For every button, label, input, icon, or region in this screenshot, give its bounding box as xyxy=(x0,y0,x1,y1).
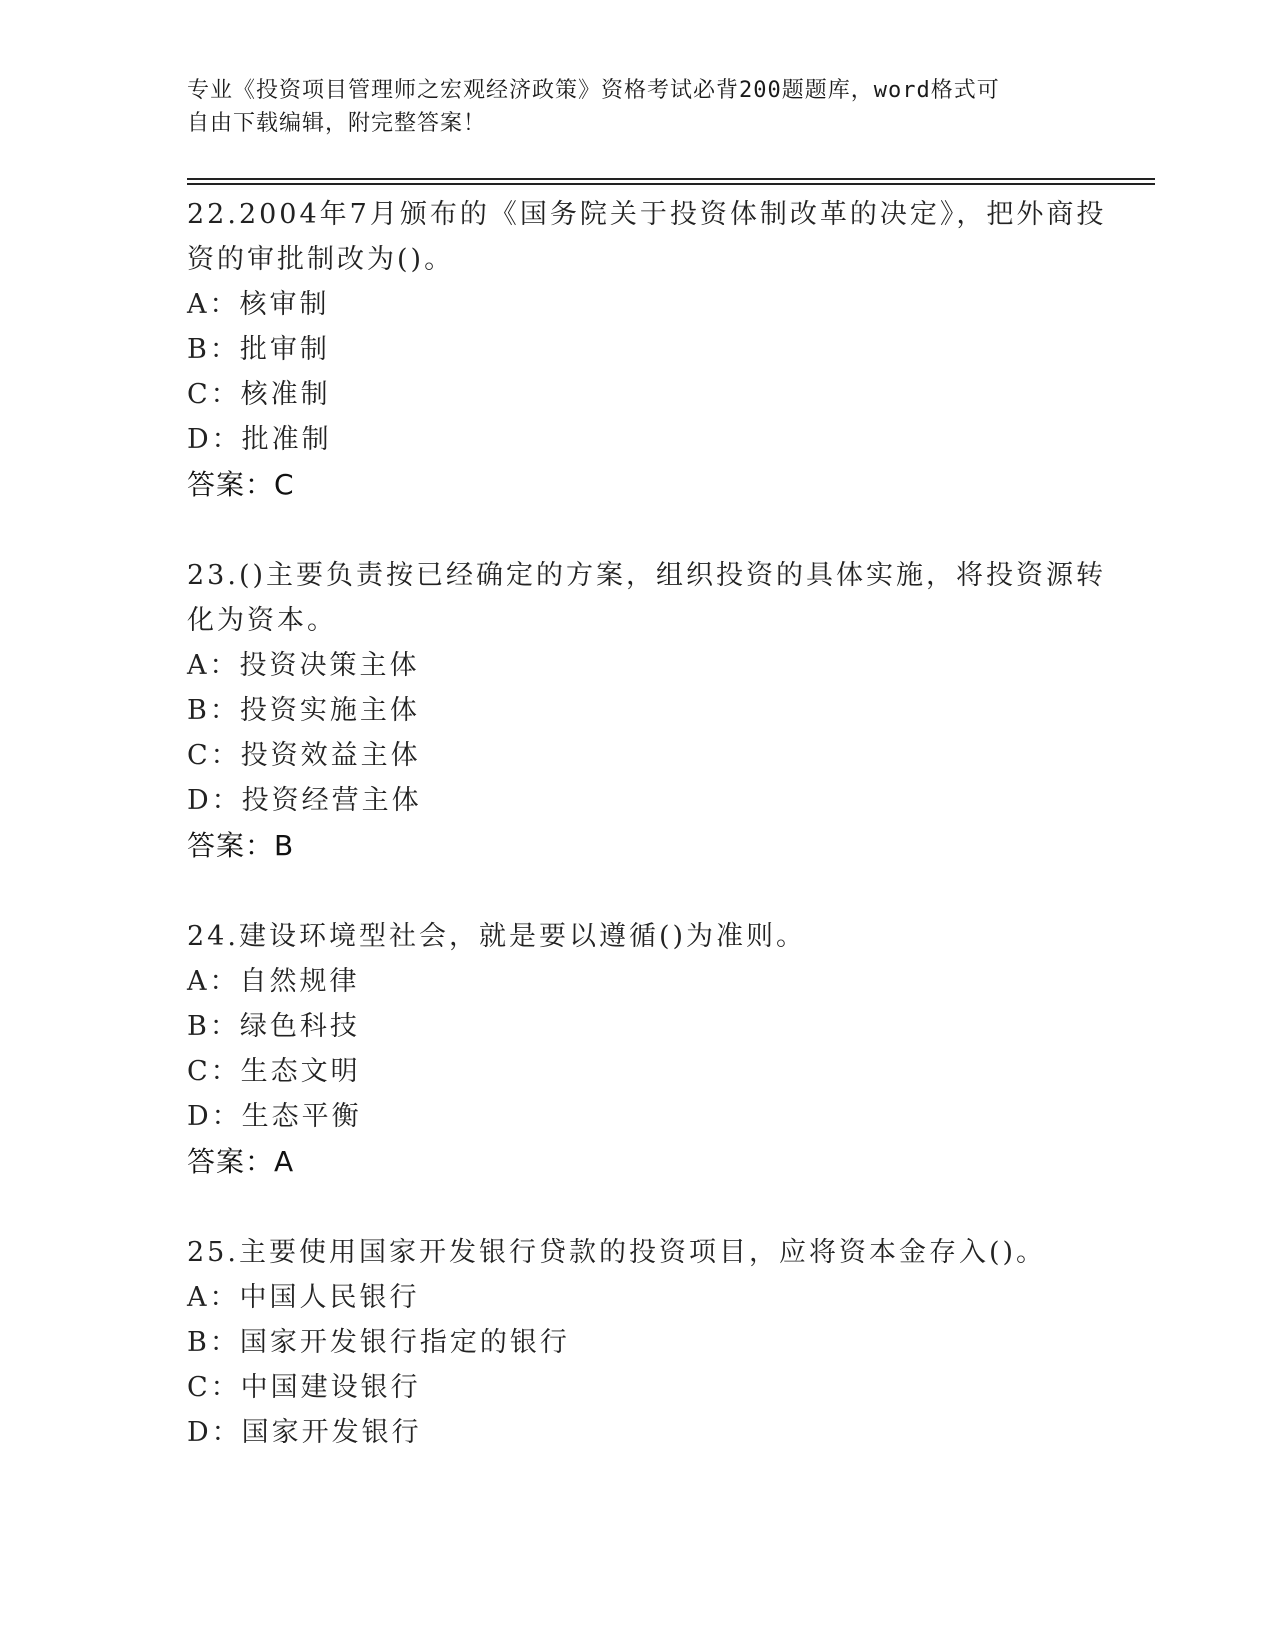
document-header xyxy=(187,74,1087,140)
question-25-stem-line-1: 25.主要使用国家开发银行贷款的投资项目，应将资本金存入()。 xyxy=(187,1237,1047,1268)
question-24-option-c: C：生态文明 xyxy=(187,1056,361,1087)
question-23-stem-line-2: 化为资本。 xyxy=(187,605,337,636)
question-22-option-a: A：核审制 xyxy=(187,289,330,320)
header-divider-top xyxy=(187,178,1155,180)
question-25-option-c: C：中国建设银行 xyxy=(187,1372,421,1403)
question-23-answer: 答案：B xyxy=(187,829,295,862)
question-24-option-b: B：绿色科技 xyxy=(187,1011,360,1042)
question-25-option-b: B：国家开发银行指定的银行 xyxy=(187,1327,570,1358)
question-23-option-b: B：投资实施主体 xyxy=(187,695,420,726)
question-22-option-b: B：批审制 xyxy=(187,334,330,365)
question-22-option-d: D：批准制 xyxy=(187,424,332,455)
question-22-stem-line-2: 资的审批制改为()。 xyxy=(187,244,455,275)
question-24-answer: 答案：A xyxy=(187,1145,295,1178)
header-divider-bottom xyxy=(187,183,1155,185)
question-23-option-c: C：投资效益主体 xyxy=(187,740,421,771)
question-24-stem-line-1: 24.建设环境型社会，就是要以遵循()为准则。 xyxy=(187,921,807,952)
question-23-option-d: D：投资经营主体 xyxy=(187,785,422,816)
question-22-option-c: C：核准制 xyxy=(187,379,331,410)
header-line-1: 专业《投资项目管理师之宏观经济政策》资格考试必背200题题库，word格式可 xyxy=(187,78,1000,103)
question-22-stem-line-1: 22.2004年7月颁布的《国务院关于投资体制改革的决定》，把外商投 xyxy=(187,199,1107,230)
question-23-stem-line-1: 23.()主要负责按已经确定的方案，组织投资的具体实施，将投资源转 xyxy=(187,560,1107,591)
question-25-option-d: D：国家开发银行 xyxy=(187,1417,422,1448)
question-22-answer: 答案：C xyxy=(187,468,295,501)
question-24-option-d: D：生态平衡 xyxy=(187,1101,362,1132)
question-24-option-a: A：自然规律 xyxy=(187,966,360,997)
question-23-option-a: A：投资决策主体 xyxy=(187,650,420,681)
header-line-2: 自由下载编辑，附完整答案！ xyxy=(187,111,487,136)
question-25-option-a: A：中国人民银行 xyxy=(187,1282,420,1313)
